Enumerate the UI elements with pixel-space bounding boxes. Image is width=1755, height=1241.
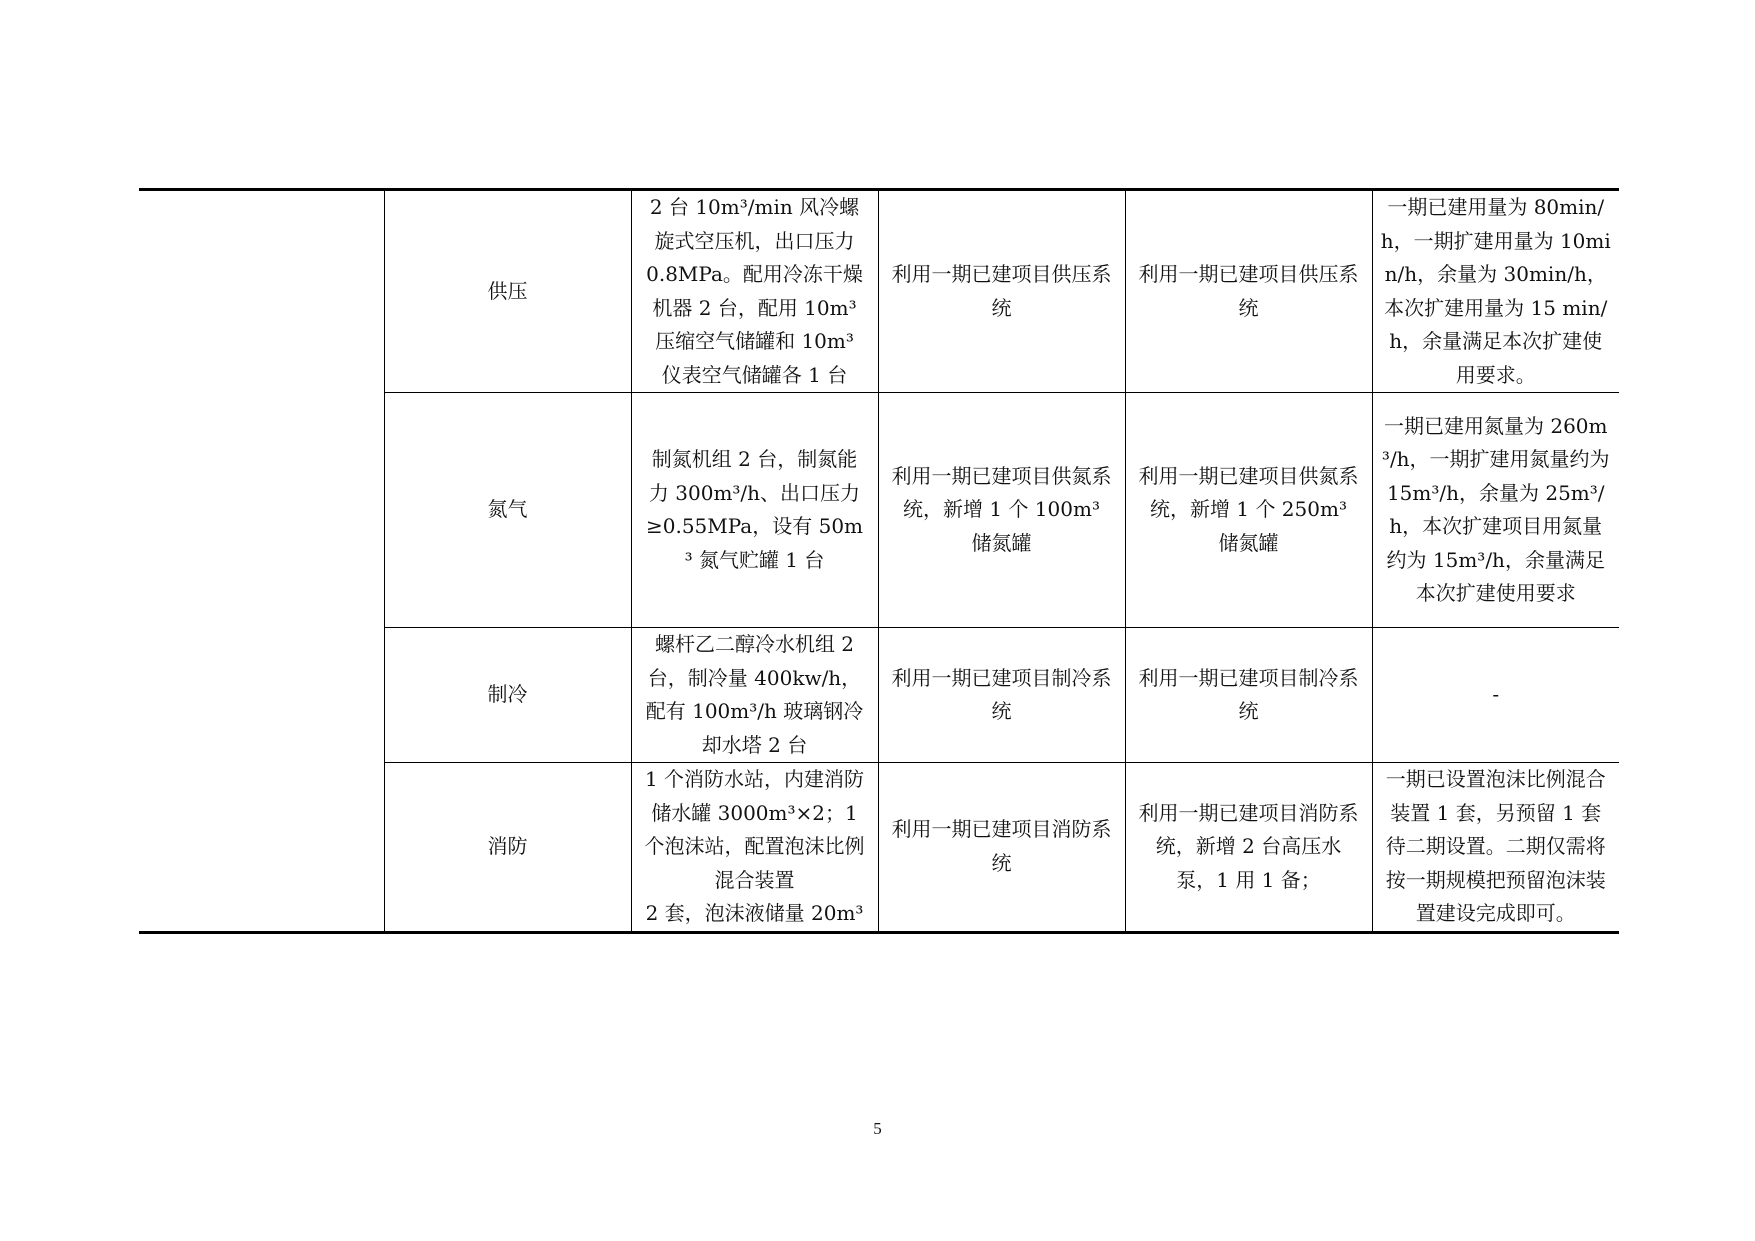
phase1-expansion: 利用一期已建项目消防系统	[878, 763, 1125, 933]
existing-facility: 1 个消防水站，内建消防储水罐 3000m³×2；1 个泡沫站，配置泡沫比例混合装置 2 套，泡沫液储量 20m³	[631, 763, 878, 933]
item-name: 制冷	[384, 628, 631, 763]
existing-facility: 制氮机组 2 台，制氮能力 300m³/h、出口压力≥0.55MPa，设有 50m³ 氮气贮罐 1 台	[631, 393, 878, 628]
existing-facility: 2 台 10m³/min 风冷螺旋式空压机，出口压力 0.8MPa。配用冷冻干燥机器 2 台，配用 10m³ 压缩空气储罐和 10m³ 仪表空气储罐各 1 台	[631, 190, 878, 393]
item-name: 氮气	[384, 393, 631, 628]
this-expansion: 利用一期已建项目供氮系统，新增 1 个 250m³ 储氮罐	[1125, 393, 1372, 628]
phase1-expansion: 利用一期已建项目供氮系统，新增 1 个 100m³ 储氮罐	[878, 393, 1125, 628]
remark: -	[1372, 628, 1619, 763]
remark: 一期已建用氮量为 260m³/h，一期扩建用氮量约为 15m³/h，余量为 25m³/h，本次扩建项目用氮量约为 15m³/h，余量满足本次扩建使用要求	[1372, 393, 1619, 628]
existing-facility: 螺杆乙二醇冷水机组 2 台，制冷量 400kw/h，配有 100m³/h 玻璃钢冷却水塔 2 台	[631, 628, 878, 763]
this-expansion: 利用一期已建项目消防系统，新增 2 台高压水泵，1 用 1 备；	[1125, 763, 1372, 933]
utilities-table	[139, 188, 1619, 934]
this-expansion: 利用一期已建项目供压系统	[1125, 190, 1372, 393]
page-number: 5	[873, 1119, 882, 1138]
this-expansion: 利用一期已建项目制冷系统	[1125, 628, 1372, 763]
remark: 一期已建用量为 80min/h，一期扩建用量为 10min/h，余量为 30min/h，本次扩建用量为 15 min/h，余量满足本次扩建使用要求。	[1372, 190, 1619, 393]
item-name: 消防	[384, 763, 631, 933]
phase1-expansion: 利用一期已建项目制冷系统	[878, 628, 1125, 763]
category-cell	[139, 190, 384, 933]
table-row	[139, 190, 1619, 393]
phase1-expansion: 利用一期已建项目供压系统	[878, 190, 1125, 393]
item-name: 供压	[384, 190, 631, 393]
remark: 一期已设置泡沫比例混合装置 1 套，另预留 1 套待二期设置。二期仅需将按一期规模把预留泡沫装置建设完成即可。	[1372, 763, 1619, 933]
